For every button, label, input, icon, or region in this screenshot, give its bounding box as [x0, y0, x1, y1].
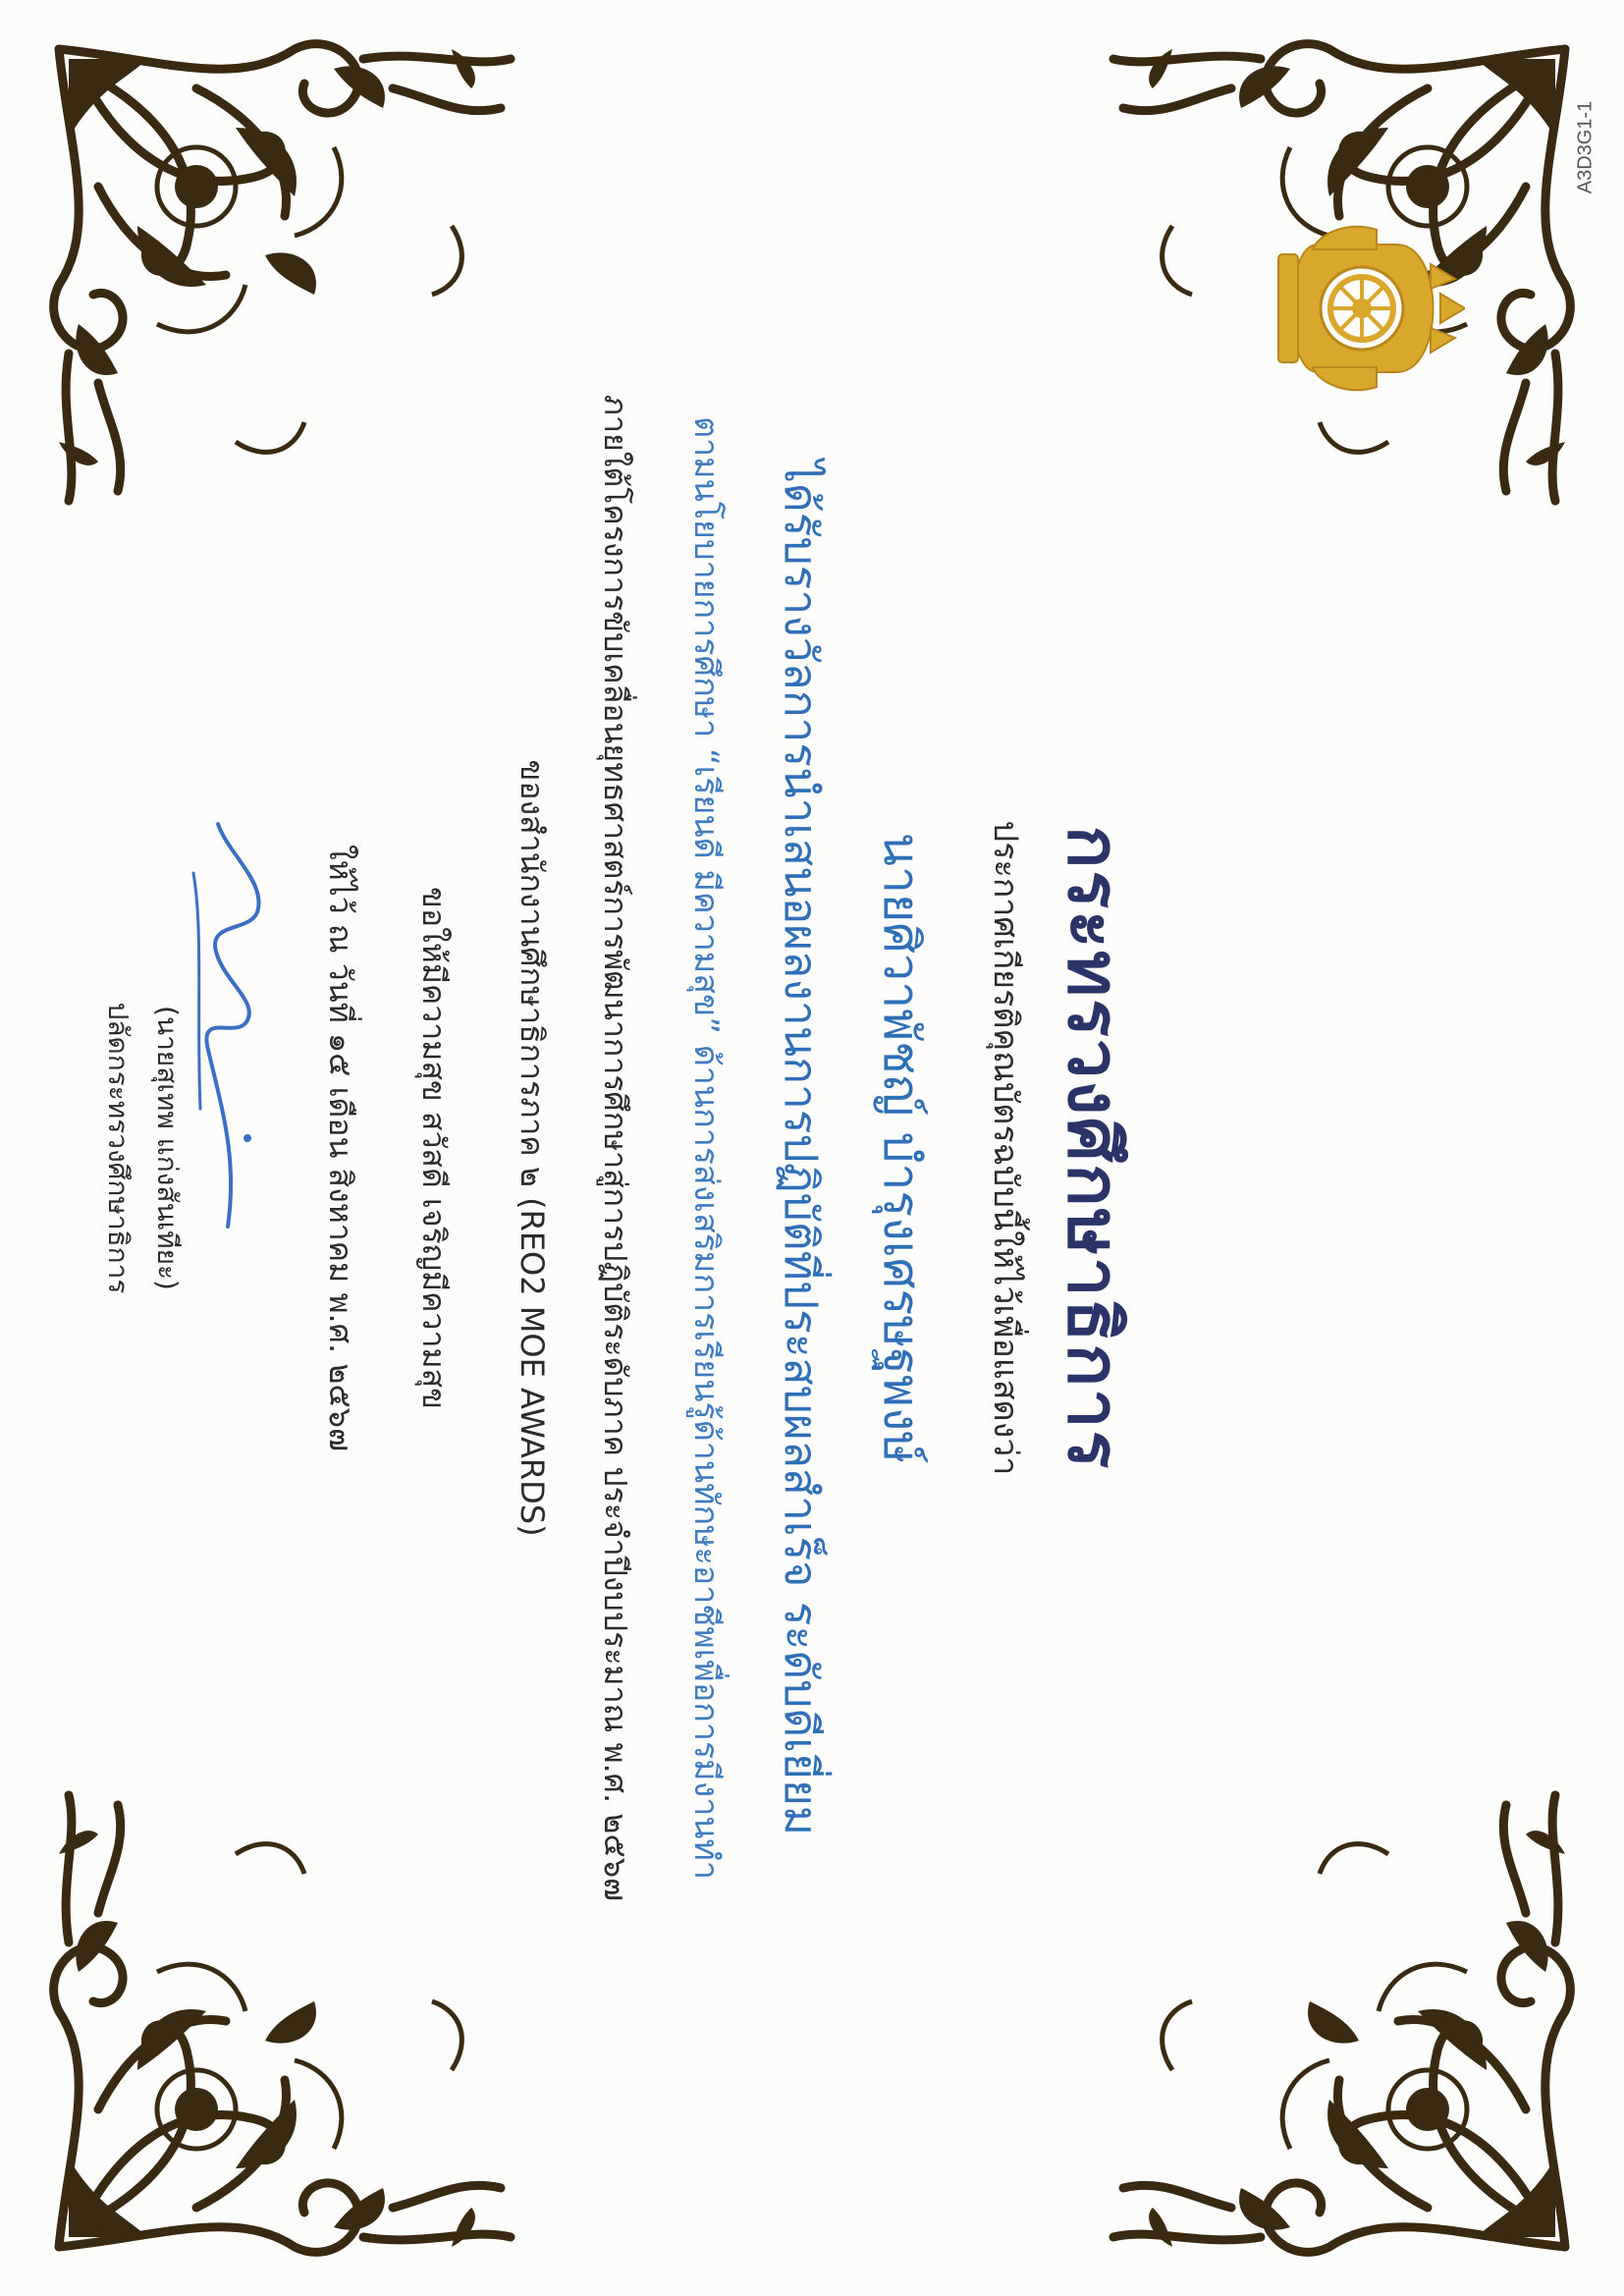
policy-line: ตามนโยบายการศึกษา “เรียนดี มีความสุข” ด้านการส่งเสริมการเรียนรู้ด้านทักษะอาชีพเพื่อการมีงานทำ: [686, 415, 726, 1881]
signature-icon: [179, 814, 287, 1236]
ministry-title: กระทรวงศึกษาธิการ: [1053, 825, 1136, 1471]
signer-name: (นายสุเทพ แก่งสันเทียะ): [151, 1006, 184, 1290]
signer-title: ปลัดกระทรวงศึกษาธิการ: [102, 1002, 135, 1294]
certificate-body: [100, 78, 1524, 2218]
recipient-name: นายศิวาพัชญ์ บำรุงเศรษฐพงษ์: [873, 832, 930, 1464]
announcement-text: ประกาศเกียรติคุณบัตรฉบับนี้ให้ไว้เพื่อแสดงว่า: [986, 820, 1025, 1476]
ministry-emblem-icon: [1273, 225, 1465, 392]
date-line: ให้ไว้ ณ วันที่ ๑๕ เดือน สิงหาคม พ.ศ. ๒๕๖๗: [322, 844, 359, 1452]
wish-line: ขอให้มีความสุข สวัสดี เจริญมีความสุข: [415, 887, 453, 1409]
document-code: A3D3G1-1: [1574, 100, 1597, 194]
project-line: ภายใต้โครงการขับเคลื่อนยุทธศาสตร์การพัฒนาการศึกษาสู่การปฏิบัติระดับภาค ประจำปีงบประมาณ พ.ศ. ๒๕๖๗: [597, 394, 634, 1902]
office-line: ของสำนักงานศึกษาธิการภาค ๒ (REO2 MOE AWARDS): [514, 759, 551, 1537]
award-line: ได้รับรางวัลการนำเสนอผลงานการปฏิบัติที่ประสบผลสำเร็จ ระดับดีเยี่ยม: [775, 460, 828, 1836]
